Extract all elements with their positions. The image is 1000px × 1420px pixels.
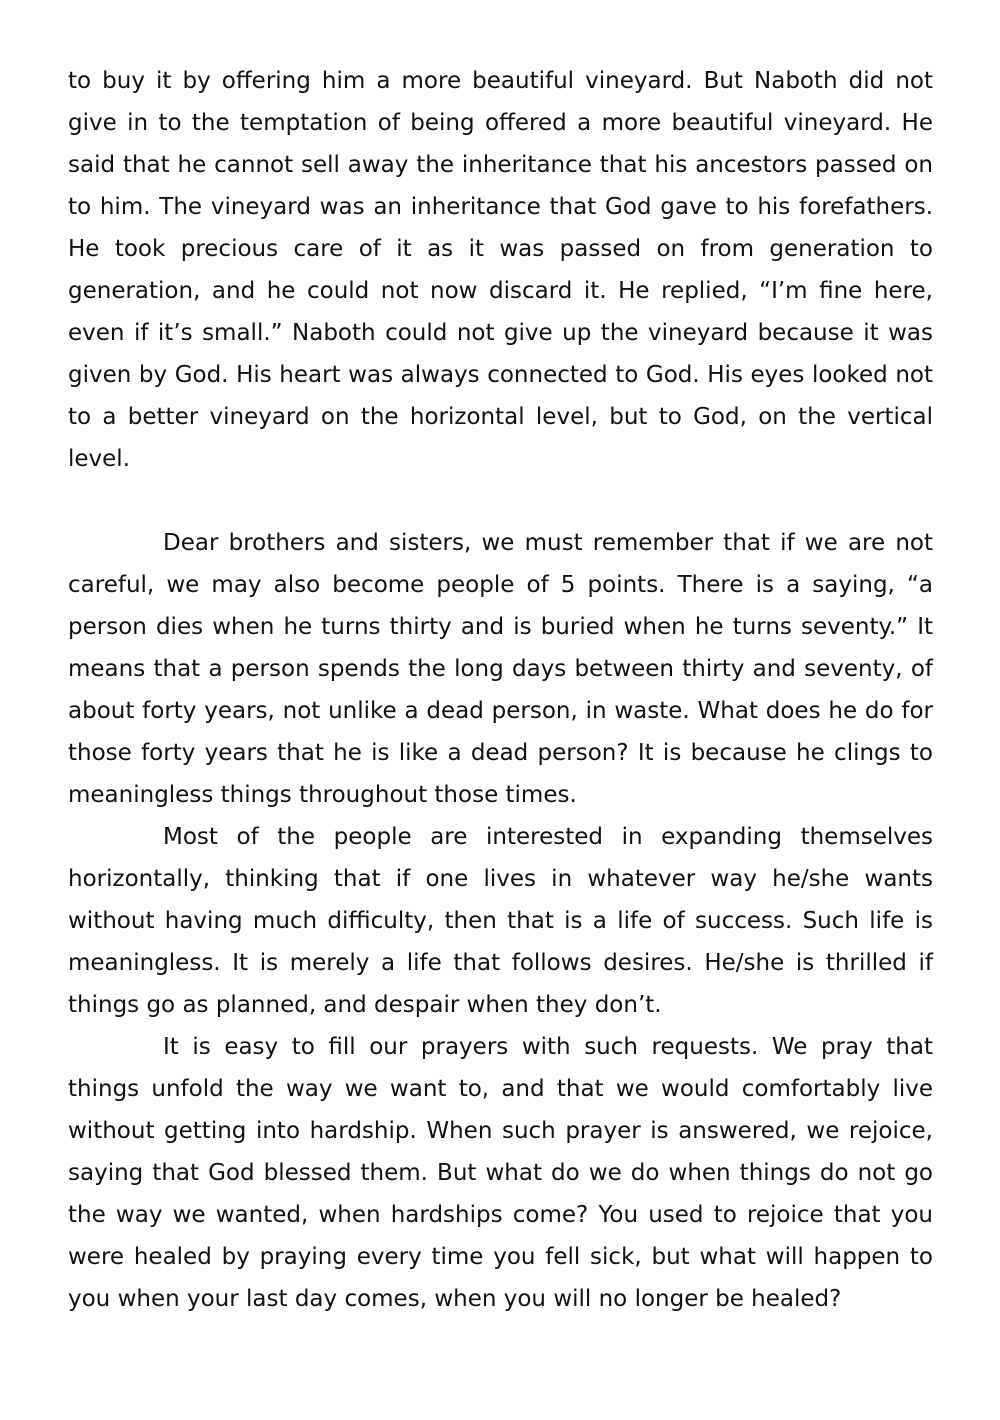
paragraph-prayers: It is easy to fill our prayers with such requests. We pray that things unfold the way we want to, and that we would comfortably live without getting into hardship. When such prayer is answered, we rejoice, saying that God blessed them. But what do we do when things do not go the way we wanted, when hardships come? You used to rejoice that you were healed by praying every time you fell sick, but what will happen to you when your last day comes, when you will no longer be healed? <box>68 1034 933 1312</box>
paragraph-spacer <box>68 480 933 522</box>
paragraph-five-points: Dear brothers and sisters, we must remember that if we are not careful, we may also become people of 5 points. There is a saying, “a person dies when he turns thirty and is buried when he turns seventy.” It means that a person spends the long days between thirty and seventy, of about forty years, not unlike a dead person, in waste. What does he do for those forty years that he is like a dead person? It is because he clings to meaningless things throughout those times. <box>68 530 933 808</box>
paragraph-naboth-vineyard: to buy it by offering him a more beautiful vineyard. But Naboth did not give in to the temptation of being offered a more beautiful vineyard. He said that he cannot sell away the inheritance that his ancestors passed on to him. The vineyard was an inheritance that God gave to his forefathers. He took precious care of it as it was passed on from generation to generation, and he could not now discard it. He replied, “I’m fine here, even if it’s small.” Naboth could not give up the vineyard because it was given by God. His heart was always connected to God. His eyes looked not to a better vineyard on the horizontal level, but to God, on the vertical level. <box>68 68 933 472</box>
paragraph-horizontal-life: Most of the people are interested in expanding themselves horizontally, thinking that if one lives in whatever way he/she wants without having much difficulty, then that is a life of success. Such life is meaningless. It is merely a life that follows desires. He/she is thrilled if things go as planned, and despair when they don’t. <box>68 824 933 1018</box>
document-page <box>68 60 933 1320</box>
